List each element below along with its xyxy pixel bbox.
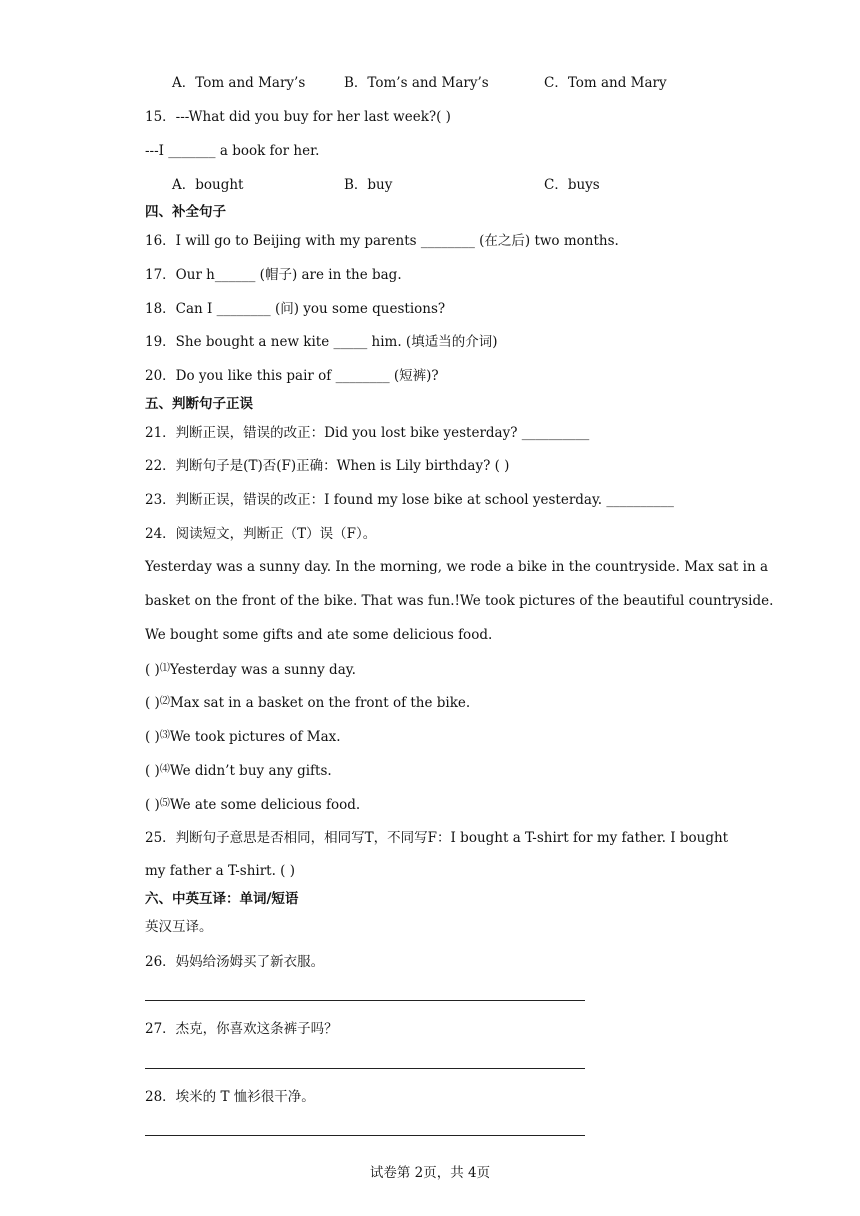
q20: 20．Do you like this pair of ________ (短裤)?	[145, 368, 439, 384]
answer-line-q28	[145, 1135, 585, 1136]
judgment-blank: ( )	[145, 763, 160, 779]
q26: 26．妈妈给汤姆买了新衣服。	[145, 954, 325, 970]
q23: 23．判断正误，错误的改正：I found my lose bike at school yesterday. __________	[145, 492, 674, 508]
judgment-blank: ( )	[145, 729, 160, 745]
answer-line-q26	[145, 1000, 585, 1001]
judgment-blank: ( )	[145, 695, 160, 711]
q17: 17．Our h______ (帽子) are in the bag.	[145, 267, 402, 283]
passage-line-3: We bought some gifts and ate some delicious food.	[145, 627, 493, 643]
q15-option-a: A．bought	[172, 177, 244, 193]
q14-option-c: C．Tom and Mary	[544, 75, 667, 91]
q15-stem: 15．---What did you buy for her last week?( )	[145, 109, 451, 125]
judgment-1	[145, 660, 356, 679]
judgment-3	[145, 727, 341, 746]
q16: 16．I will go to Beijing with my parents ________ (在之后) two months.	[145, 233, 619, 249]
passage-line-2: basket on the front of the bike. That was fun.!We took pictures of the beautiful countryside.	[145, 593, 774, 609]
judgment-number: ⑷	[159, 764, 170, 775]
passage-line-1: Yesterday was a sunny day. In the morning, we rode a bike in the countryside. Max sat in a	[145, 559, 769, 575]
q15-option-c: C．buys	[544, 177, 600, 193]
judgment-text: We ate some delicious food.	[169, 797, 361, 813]
answer-line-q27	[145, 1068, 585, 1069]
section4-title: 四、补全句子	[145, 204, 226, 220]
section6-subtitle: 英汉互译。	[145, 919, 213, 935]
q15-option-b: B．buy	[344, 177, 393, 193]
section6-title: 六、中英互译：单词/短语	[145, 891, 299, 907]
page-footer: 试卷第 2页，共 4页	[369, 1165, 491, 1181]
judgment-blank: ( )	[145, 797, 160, 813]
q19: 19．She bought a new kite _____ him. (填适当的介词)	[145, 334, 498, 350]
judgment-text: We didn’t buy any gifts.	[169, 763, 332, 779]
q28: 28．埃米的 T 恤衫很干净。	[145, 1089, 315, 1105]
judgment-2	[145, 693, 470, 712]
q18: 18．Can I ________ (问) you some questions?	[145, 301, 446, 317]
q15-line2: ---I _______ a book for her.	[145, 143, 320, 159]
q14-option-a: A．Tom and Mary’s	[172, 75, 306, 91]
judgment-text: We took pictures of Max.	[169, 729, 341, 745]
judgment-number: ⑴	[159, 663, 170, 674]
q25-line-1: 25．判断句子意思是否相同，相同写T，不同写F：I bought a T-shirt for my father. I bought	[145, 830, 729, 846]
q27: 27．杰克，你喜欢这条裤子吗？	[145, 1021, 338, 1037]
judgment-5	[145, 795, 360, 814]
judgment-text: Max sat in a basket on the front of the bike.	[169, 695, 471, 711]
q21: 21．判断正误，错误的改正：Did you lost bike yesterday? __________	[145, 425, 590, 441]
q14-option-b: B．Tom’s and Mary’s	[344, 75, 489, 91]
q22: 22．判断句子是(T)否(F)正确：When is Lily birthday? ( )	[145, 458, 510, 474]
judgment-4	[145, 761, 332, 780]
q24: 24．阅读短文，判断正（T）误（F）。	[145, 526, 377, 542]
judgment-text: Yesterday was a sunny day.	[169, 662, 356, 678]
judgment-number: ⑸	[159, 798, 170, 809]
judgment-blank: ( )	[145, 662, 160, 678]
q25-line-2: my father a T-shirt. ( )	[145, 863, 296, 879]
section5-title: 五、判断句子正误	[145, 396, 253, 412]
judgment-number: ⑶	[159, 730, 170, 741]
judgment-number: ⑵	[159, 696, 170, 707]
